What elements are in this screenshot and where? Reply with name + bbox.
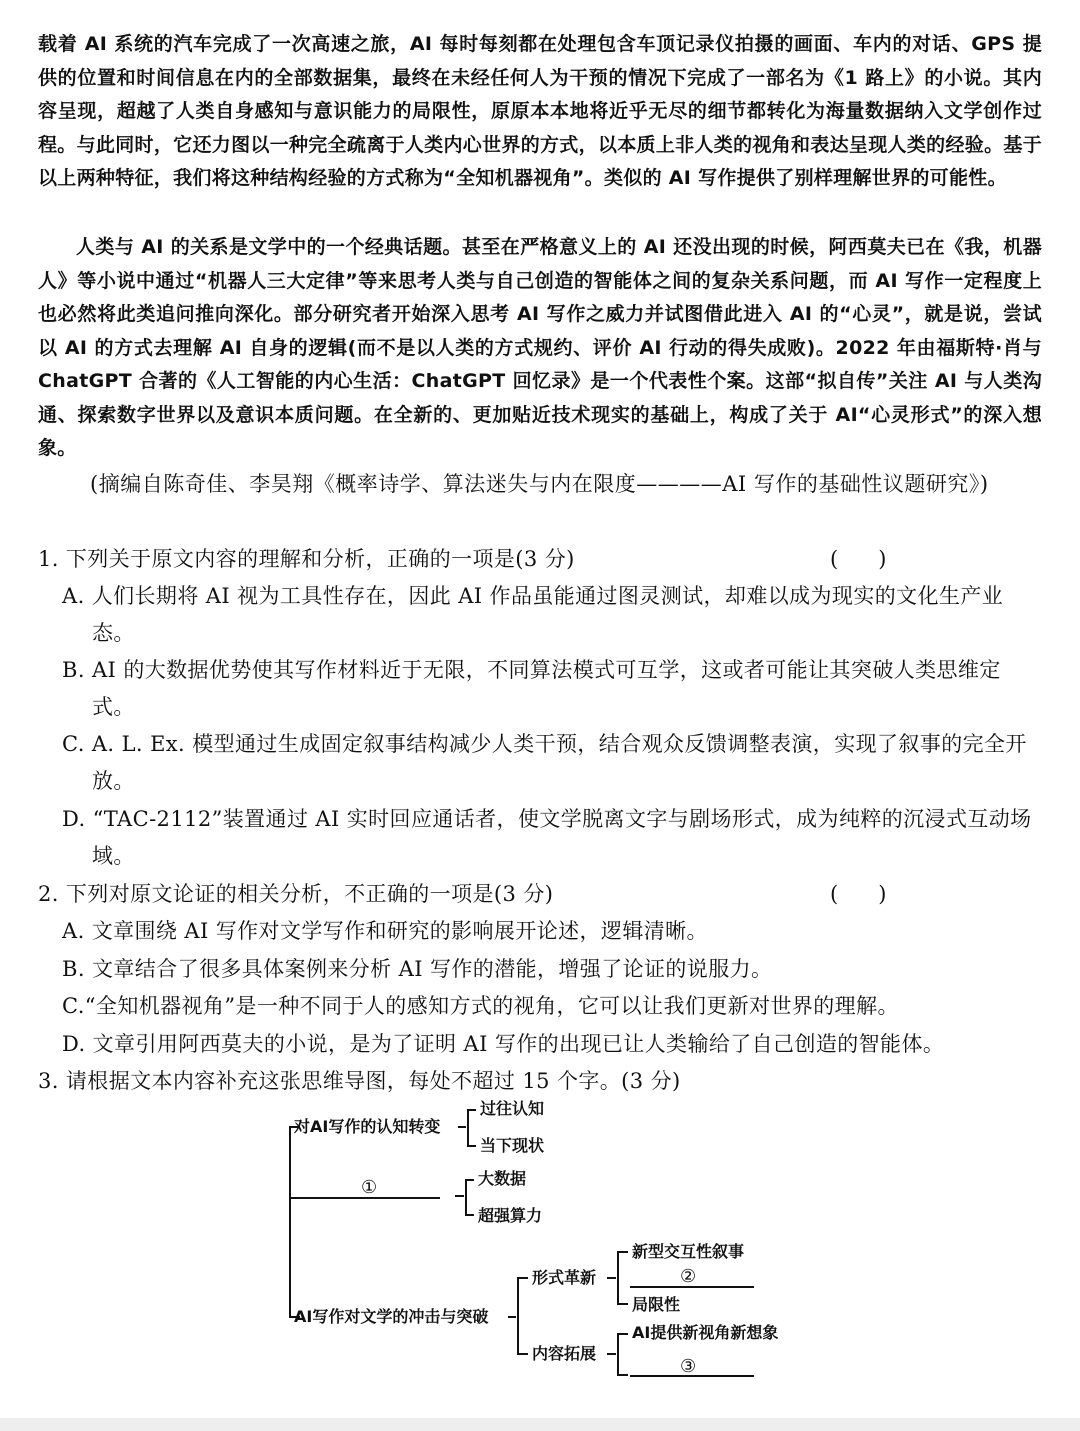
- passage-paragraph-1: 载着 AI 系统的汽车完成了一次高速之旅，AI 每时每刻都在处理包含车顶记录仪拍摄的画面、车内的对话、GPS 提供的位置和时间信息在内的全部数据集，最终在未经任何人为干预的情况下完成了一部名为《1 路上》的小说。其内容呈现，超越了人类自身感知与意识能力的局限性，原原本本地将近乎无尽的细节都转化为海量数据纳入文学创作过程。与此同时，它还力图以一种完全疏离于人类内心世界的方式，以本质上非人类的视角和表达呈现人类的经验。基于以上两种特征，我们将这种结构经验的方式称为“全知机器视角”。类似的 AI 写作提供了别样理解世界的可能性。: [38, 33, 1042, 189]
- mindmap-node-new-perspective: AI提供新视角新想象: [632, 1323, 779, 1342]
- mindmap-node-impact-breakthrough: AI写作对文学的冲击与突破: [294, 1307, 489, 1326]
- question-3-stem: 3. 请根据文本内容补充这张思维导图，每处不超过 15 个字。(3 分): [38, 1069, 681, 1093]
- passage-paragraph-2: 人类与 AI 的关系是文学中的一个经典话题。甚至在严格意义上的 AI 还没出现的时候，阿西莫夫已在《我，机器人》等小说中通过“机器人三大定律”等来思考人类与自己创造的智能体之间的复杂关系问题，而 AI 写作一定程度上也必然将此类追问推向深化。部分研究者开始深入思考 AI 写作之威力并试图借此进入 AI 的“心灵”，就是说，尝试以 AI 的方式去理解 AI 自身的逻辑(而不是以人类的方式规约、评价 AI 行动的得失成败)。2022 年由福斯特·肖与 ChatGPT 合著的《人工智能的内心生活：ChatGPT 回忆录》是一个代表性个案。这部“拟自传”关注 AI 与人类沟通、探索数字世界以及意识本质问题。在全新的、更加贴近技术现实的基础上，构成了关于 AI“心灵形式”的深入想象。: [38, 236, 1042, 459]
- question-2-stem: 2. 下列对原文论证的相关分析，不正确的一项是(3 分): [38, 882, 554, 906]
- question-1-stem: 1. 下列关于原文内容的理解和分析，正确的一项是(3 分): [38, 547, 575, 571]
- mindmap-node-limitation: 局限性: [632, 1295, 681, 1314]
- question-1-option-c[interactable]: C. A. L. Ex. 模型通过生成固定叙事结构减少人类干预，结合观众反馈调整表演，实现了叙事的完全开放。: [62, 732, 1027, 793]
- question-2-option-c[interactable]: C.“全知机器视角”是一种不同于人的感知方式的视角，它可以让我们更新对世界的理解。: [62, 994, 899, 1018]
- question-2-option-b[interactable]: B. 文章结合了很多具体案例来分析 AI 写作的潜能，增强了论证的说服力。: [62, 957, 773, 981]
- mindmap-node-interactive-narrative: 新型交互性叙事: [632, 1242, 745, 1261]
- mindmap-node-computing-power: 超强算力: [478, 1206, 543, 1225]
- mindmap-blank-1[interactable]: ①: [361, 1177, 378, 1198]
- mindmap-node-form-innovation: 形式革新: [532, 1268, 597, 1287]
- mindmap-node-content-expansion: 内容拓展: [532, 1344, 597, 1363]
- mindmap-node-past-cognition: 过往认知: [480, 1099, 545, 1118]
- page-bottom-edge: [0, 1418, 1080, 1431]
- mindmap-node-current-status: 当下现状: [480, 1136, 545, 1155]
- mindmap-blank-3[interactable]: ③: [680, 1356, 697, 1377]
- mindmap-blank-2[interactable]: ②: [680, 1266, 697, 1287]
- question-1-option-a[interactable]: A. 人们长期将 AI 视为工具性存在，因此 AI 作品虽能通过图灵测试，却难以成为现实的文化生产业态。: [62, 584, 1004, 645]
- question-2-option-a[interactable]: A. 文章围绕 AI 写作对文学写作和研究的影响展开论述，逻辑清晰。: [62, 919, 708, 943]
- mindmap-node-cognitive-shift: 对AI写作的认知转变: [294, 1117, 441, 1136]
- question-1-answer-blank[interactable]: ( ): [830, 547, 887, 571]
- question-1-option-b[interactable]: B. AI 的大数据优势使其写作材料近于无限，不同算法模式可互学，这或者可能让其突破人类思维定式。: [62, 658, 1001, 719]
- question-2-option-d[interactable]: D. 文章引用阿西莫夫的小说，是为了证明 AI 写作的出现已让人类输给了自己创造的智能体。: [62, 1032, 945, 1056]
- passage-source: (摘编自陈奇佳、李昊翔《概率诗学、算法迷失与内在限度————AI 写作的基础性议题研究》): [90, 472, 989, 496]
- question-2-answer-blank[interactable]: ( ): [830, 882, 887, 906]
- question-1-option-d[interactable]: D. “TAC-2112”装置通过 AI 实时回应通话者，使文学脱离文字与剧场形式，成为纯粹的沉浸式互动场域。: [62, 807, 1032, 868]
- mindmap-node-big-data: 大数据: [478, 1169, 527, 1188]
